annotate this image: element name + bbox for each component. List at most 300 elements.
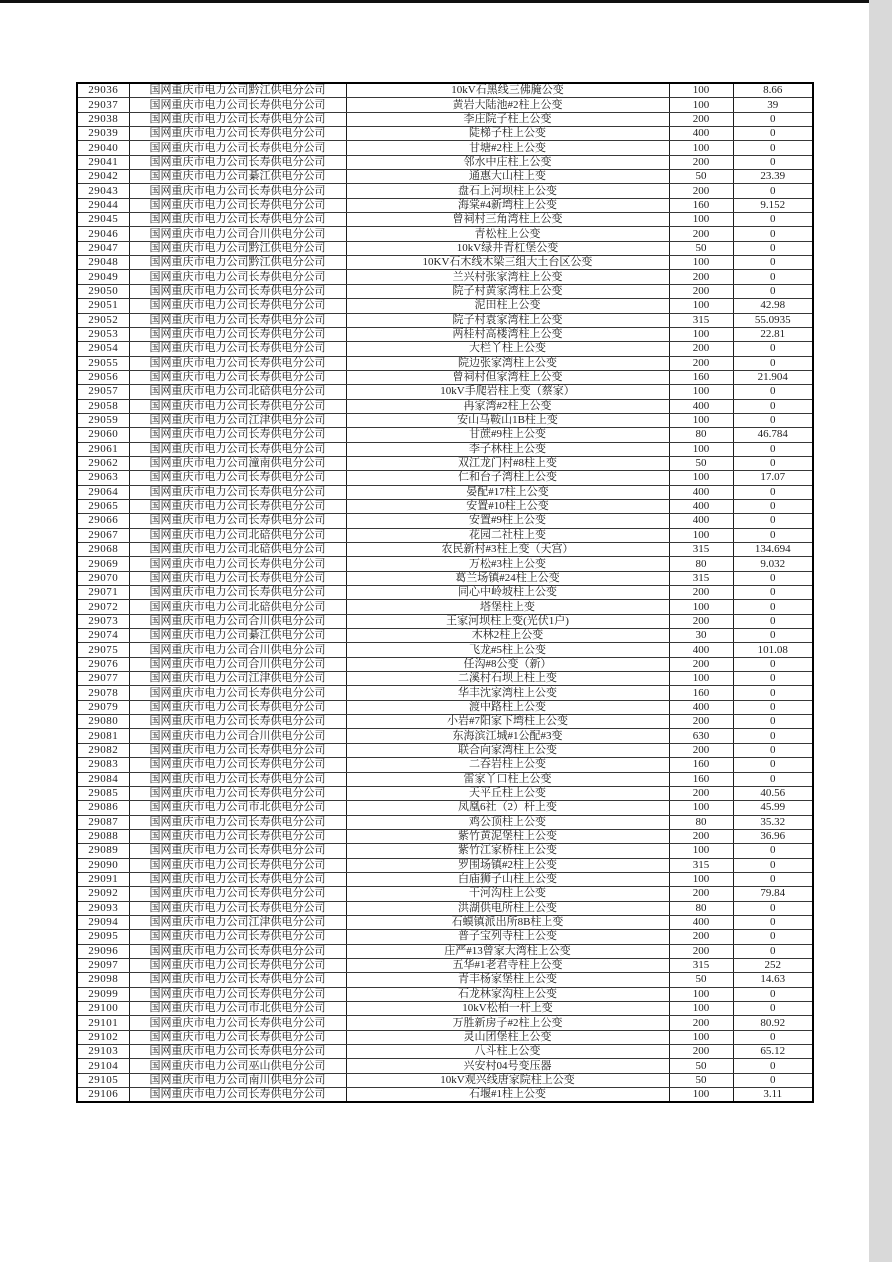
cell-capacity: 630 xyxy=(669,729,733,743)
table-row xyxy=(77,758,813,772)
cell-name: 鸡公顶柱上公变 xyxy=(346,815,669,829)
cell-name: 石蟆镇派出所8B柱上变 xyxy=(346,915,669,929)
cell-value: 42.98 xyxy=(733,299,813,313)
table-row xyxy=(77,700,813,714)
table-row xyxy=(77,600,813,614)
cell-capacity: 160 xyxy=(669,758,733,772)
cell-name: 凤凰6社（2）杆上变 xyxy=(346,801,669,815)
cell-capacity: 315 xyxy=(669,313,733,327)
cell-value: 0 xyxy=(733,256,813,270)
table-row xyxy=(77,485,813,499)
cell-id: 29081 xyxy=(77,729,129,743)
cell-company: 国网重庆市电力公司长寿供电分公司 xyxy=(129,471,346,485)
cell-capacity: 200 xyxy=(669,342,733,356)
transformer-table-body xyxy=(77,83,813,1102)
cell-id: 29058 xyxy=(77,399,129,413)
table-row xyxy=(77,299,813,313)
cell-name: 10kV石黑线三佛腌公变 xyxy=(346,83,669,98)
cell-name: 同心中岭坡柱上公变 xyxy=(346,586,669,600)
table-row xyxy=(77,98,813,112)
cell-capacity: 80 xyxy=(669,557,733,571)
cell-value: 0 xyxy=(733,112,813,126)
table-row xyxy=(77,686,813,700)
cell-value: 46.784 xyxy=(733,428,813,442)
cell-name: 陡梯子柱上公变 xyxy=(346,127,669,141)
cell-id: 29046 xyxy=(77,227,129,241)
cell-capacity: 100 xyxy=(669,213,733,227)
table-row xyxy=(77,915,813,929)
cell-id: 29060 xyxy=(77,428,129,442)
cell-company: 国网重庆市电力公司合川供电分公司 xyxy=(129,227,346,241)
table-row xyxy=(77,715,813,729)
cell-capacity: 200 xyxy=(669,887,733,901)
cell-value: 0 xyxy=(733,514,813,528)
cell-capacity: 200 xyxy=(669,112,733,126)
cell-value: 8.66 xyxy=(733,83,813,98)
cell-id: 29067 xyxy=(77,528,129,542)
cell-value: 0 xyxy=(733,901,813,915)
table-row xyxy=(77,801,813,815)
table-row xyxy=(77,127,813,141)
table-row xyxy=(77,944,813,958)
table-row xyxy=(77,184,813,198)
cell-id: 29037 xyxy=(77,98,129,112)
cell-capacity: 100 xyxy=(669,256,733,270)
cell-company: 国网重庆市电力公司长寿供电分公司 xyxy=(129,313,346,327)
cell-id: 29075 xyxy=(77,643,129,657)
cell-name: 安山马鞍山1B柱上变 xyxy=(346,413,669,427)
cell-value: 0 xyxy=(733,614,813,628)
table-row xyxy=(77,342,813,356)
cell-company: 国网重庆市电力公司长寿供电分公司 xyxy=(129,887,346,901)
cell-capacity: 200 xyxy=(669,184,733,198)
cell-id: 29045 xyxy=(77,213,129,227)
table-row xyxy=(77,887,813,901)
cell-capacity: 315 xyxy=(669,543,733,557)
cell-value: 0 xyxy=(733,672,813,686)
cell-company: 国网重庆市电力公司长寿供电分公司 xyxy=(129,973,346,987)
cell-value: 0 xyxy=(733,657,813,671)
table-row xyxy=(77,284,813,298)
cell-id: 29064 xyxy=(77,485,129,499)
table-row xyxy=(77,586,813,600)
cell-capacity: 400 xyxy=(669,643,733,657)
cell-value: 0 xyxy=(733,528,813,542)
cell-id: 29038 xyxy=(77,112,129,126)
table-row xyxy=(77,83,813,98)
cell-capacity: 400 xyxy=(669,485,733,499)
table-row xyxy=(77,141,813,155)
cell-company: 国网重庆市电力公司长寿供电分公司 xyxy=(129,786,346,800)
cell-value: 0 xyxy=(733,485,813,499)
cell-name: 晏配#17柱上公变 xyxy=(346,485,669,499)
cell-company: 国网重庆市电力公司合川供电分公司 xyxy=(129,614,346,628)
cell-id: 29090 xyxy=(77,858,129,872)
cell-capacity: 200 xyxy=(669,715,733,729)
cell-company: 国网重庆市电力公司长寿供电分公司 xyxy=(129,930,346,944)
cell-value: 79.84 xyxy=(733,887,813,901)
table-row xyxy=(77,1030,813,1044)
cell-company: 国网重庆市电力公司市北供电分公司 xyxy=(129,1002,346,1016)
cell-capacity: 50 xyxy=(669,170,733,184)
cell-value: 0 xyxy=(733,141,813,155)
table-row xyxy=(77,356,813,370)
cell-value: 14.63 xyxy=(733,973,813,987)
cell-capacity: 315 xyxy=(669,958,733,972)
page-right-margin-strip xyxy=(869,0,892,1262)
cell-company: 国网重庆市电力公司长寿供电分公司 xyxy=(129,901,346,915)
table-row xyxy=(77,729,813,743)
cell-value: 21.904 xyxy=(733,370,813,384)
cell-value: 0 xyxy=(733,629,813,643)
cell-capacity: 100 xyxy=(669,413,733,427)
cell-capacity: 160 xyxy=(669,686,733,700)
table-row xyxy=(77,772,813,786)
cell-capacity: 100 xyxy=(669,327,733,341)
cell-value: 0 xyxy=(733,858,813,872)
cell-company: 国网重庆市电力公司长寿供电分公司 xyxy=(129,829,346,843)
cell-capacity: 160 xyxy=(669,198,733,212)
cell-value: 0 xyxy=(733,456,813,470)
cell-id: 29063 xyxy=(77,471,129,485)
cell-company: 国网重庆市电力公司潼南供电分公司 xyxy=(129,456,346,470)
cell-company: 国网重庆市电力公司长寿供电分公司 xyxy=(129,370,346,384)
cell-company: 国网重庆市电力公司长寿供电分公司 xyxy=(129,270,346,284)
cell-company: 国网重庆市电力公司长寿供电分公司 xyxy=(129,428,346,442)
cell-company: 国网重庆市电力公司长寿供电分公司 xyxy=(129,844,346,858)
cell-value: 0 xyxy=(733,758,813,772)
cell-company: 国网重庆市电力公司长寿供电分公司 xyxy=(129,198,346,212)
cell-value: 0 xyxy=(733,686,813,700)
cell-name: 渡中路柱上公变 xyxy=(346,700,669,714)
cell-id: 29076 xyxy=(77,657,129,671)
cell-id: 29088 xyxy=(77,829,129,843)
cell-capacity: 100 xyxy=(669,442,733,456)
cell-value: 0 xyxy=(733,987,813,1001)
table-row xyxy=(77,112,813,126)
cell-value: 0 xyxy=(733,743,813,757)
cell-name: 双江龙门村#8柱上变 xyxy=(346,456,669,470)
table-row xyxy=(77,930,813,944)
cell-value: 0 xyxy=(733,872,813,886)
cell-capacity: 80 xyxy=(669,815,733,829)
cell-name: 罗围场镇#2柱上公变 xyxy=(346,858,669,872)
cell-id: 29051 xyxy=(77,299,129,313)
cell-value: 65.12 xyxy=(733,1045,813,1059)
cell-name: 通惠大山柱上变 xyxy=(346,170,669,184)
cell-id: 29048 xyxy=(77,256,129,270)
cell-id: 29106 xyxy=(77,1088,129,1103)
table-row xyxy=(77,657,813,671)
cell-name: 曾祠村但家湾柱上公变 xyxy=(346,370,669,384)
table-row xyxy=(77,829,813,843)
cell-capacity: 200 xyxy=(669,829,733,843)
table-row xyxy=(77,743,813,757)
cell-id: 29040 xyxy=(77,141,129,155)
cell-capacity: 400 xyxy=(669,514,733,528)
table-row xyxy=(77,413,813,427)
cell-company: 国网重庆市电力公司合川供电分公司 xyxy=(129,657,346,671)
cell-name: 院子村黄家湾柱上公变 xyxy=(346,284,669,298)
table-row xyxy=(77,241,813,255)
cell-company: 国网重庆市电力公司江津供电分公司 xyxy=(129,413,346,427)
cell-name: 青松柱上公变 xyxy=(346,227,669,241)
cell-name: 普子宝列寺柱上公变 xyxy=(346,930,669,944)
cell-name: 李庄院子柱上公变 xyxy=(346,112,669,126)
cell-company: 国网重庆市电力公司合川供电分公司 xyxy=(129,643,346,657)
cell-value: 0 xyxy=(733,844,813,858)
cell-id: 29071 xyxy=(77,586,129,600)
cell-company: 国网重庆市电力公司长寿供电分公司 xyxy=(129,399,346,413)
cell-value: 0 xyxy=(733,127,813,141)
cell-company: 国网重庆市电力公司巫山供电分公司 xyxy=(129,1059,346,1073)
cell-id: 29066 xyxy=(77,514,129,528)
cell-name: 任沟#8公变（新） xyxy=(346,657,669,671)
cell-id: 29094 xyxy=(77,915,129,929)
cell-id: 29065 xyxy=(77,499,129,513)
cell-id: 29097 xyxy=(77,958,129,972)
table-row xyxy=(77,370,813,384)
cell-value: 0 xyxy=(733,944,813,958)
cell-value: 0 xyxy=(733,284,813,298)
cell-name: 安置#9柱上公变 xyxy=(346,514,669,528)
cell-value: 0 xyxy=(733,413,813,427)
cell-capacity: 100 xyxy=(669,141,733,155)
cell-capacity: 100 xyxy=(669,299,733,313)
cell-id: 29042 xyxy=(77,170,129,184)
cell-name: 10kV松柏一杆上变 xyxy=(346,1002,669,1016)
cell-company: 国网重庆市电力公司长寿供电分公司 xyxy=(129,571,346,585)
cell-company: 国网重庆市电力公司长寿供电分公司 xyxy=(129,1030,346,1044)
document-page xyxy=(76,82,814,1103)
cell-value: 0 xyxy=(733,342,813,356)
table-row xyxy=(77,471,813,485)
cell-name: 华丰沈家湾柱上公变 xyxy=(346,686,669,700)
cell-name: 二溪村石坝上柱上变 xyxy=(346,672,669,686)
cell-id: 29082 xyxy=(77,743,129,757)
cell-value: 0 xyxy=(733,1073,813,1087)
cell-capacity: 100 xyxy=(669,1088,733,1103)
cell-id: 29050 xyxy=(77,284,129,298)
cell-id: 29093 xyxy=(77,901,129,915)
cell-value: 101.08 xyxy=(733,643,813,657)
cell-value: 0 xyxy=(733,213,813,227)
table-row xyxy=(77,786,813,800)
cell-value: 45.99 xyxy=(733,801,813,815)
cell-name: 万松#3柱上公变 xyxy=(346,557,669,571)
cell-value: 0 xyxy=(733,499,813,513)
page-top-border xyxy=(0,0,869,3)
cell-company: 国网重庆市电力公司长寿供电分公司 xyxy=(129,557,346,571)
cell-company: 国网重庆市电力公司长寿供电分公司 xyxy=(129,944,346,958)
cell-capacity: 200 xyxy=(669,586,733,600)
cell-value: 0 xyxy=(733,155,813,169)
cell-capacity: 400 xyxy=(669,700,733,714)
cell-id: 29079 xyxy=(77,700,129,714)
cell-id: 29095 xyxy=(77,930,129,944)
cell-company: 国网重庆市电力公司黔江供电分公司 xyxy=(129,241,346,255)
cell-name: 两桂村高楼湾柱上公变 xyxy=(346,327,669,341)
cell-id: 29056 xyxy=(77,370,129,384)
cell-id: 29043 xyxy=(77,184,129,198)
cell-company: 国网重庆市电力公司长寿供电分公司 xyxy=(129,342,346,356)
cell-company: 国网重庆市电力公司长寿供电分公司 xyxy=(129,213,346,227)
cell-company: 国网重庆市电力公司长寿供电分公司 xyxy=(129,284,346,298)
cell-name: 曾祠村三角湾柱上公变 xyxy=(346,213,669,227)
cell-capacity: 200 xyxy=(669,227,733,241)
cell-name: 10KV石木线木梁三组大土台区公变 xyxy=(346,256,669,270)
cell-name: 院边张家湾柱上公变 xyxy=(346,356,669,370)
cell-capacity: 200 xyxy=(669,356,733,370)
cell-company: 国网重庆市电力公司长寿供电分公司 xyxy=(129,815,346,829)
cell-id: 29087 xyxy=(77,815,129,829)
cell-capacity: 200 xyxy=(669,930,733,944)
cell-id: 29047 xyxy=(77,241,129,255)
table-row xyxy=(77,1088,813,1103)
cell-company: 国网重庆市电力公司北碚供电分公司 xyxy=(129,385,346,399)
cell-id: 29100 xyxy=(77,1002,129,1016)
table-row xyxy=(77,901,813,915)
table-row xyxy=(77,629,813,643)
cell-value: 252 xyxy=(733,958,813,972)
cell-value: 9.152 xyxy=(733,198,813,212)
cell-company: 国网重庆市电力公司长寿供电分公司 xyxy=(129,514,346,528)
cell-capacity: 400 xyxy=(669,499,733,513)
cell-value: 0 xyxy=(733,715,813,729)
cell-name: 雷家丫口柱上公变 xyxy=(346,772,669,786)
cell-name: 八斗柱上公变 xyxy=(346,1045,669,1059)
cell-value: 9.032 xyxy=(733,557,813,571)
cell-company: 国网重庆市电力公司合川供电分公司 xyxy=(129,729,346,743)
cell-company: 国网重庆市电力公司长寿供电分公司 xyxy=(129,485,346,499)
cell-value: 0 xyxy=(733,729,813,743)
cell-id: 29074 xyxy=(77,629,129,643)
cell-name: 邻水中庄柱上公变 xyxy=(346,155,669,169)
table-row xyxy=(77,987,813,1001)
cell-value: 0 xyxy=(733,1059,813,1073)
cell-name: 10kV绿井青杠堡公变 xyxy=(346,241,669,255)
cell-id: 29105 xyxy=(77,1073,129,1087)
cell-name: 万胜新房子#2柱上公变 xyxy=(346,1016,669,1030)
table-row xyxy=(77,571,813,585)
table-row xyxy=(77,958,813,972)
cell-id: 29054 xyxy=(77,342,129,356)
cell-company: 国网重庆市电力公司长寿供电分公司 xyxy=(129,184,346,198)
cell-company: 国网重庆市电力公司长寿供电分公司 xyxy=(129,686,346,700)
cell-id: 29091 xyxy=(77,872,129,886)
cell-name: 石龙林家沟柱上公变 xyxy=(346,987,669,1001)
table-row xyxy=(77,514,813,528)
cell-id: 29103 xyxy=(77,1045,129,1059)
table-row xyxy=(77,270,813,284)
cell-capacity: 100 xyxy=(669,987,733,1001)
cell-value: 0 xyxy=(733,700,813,714)
cell-id: 29086 xyxy=(77,801,129,815)
cell-company: 国网重庆市电力公司綦江供电分公司 xyxy=(129,170,346,184)
cell-id: 29041 xyxy=(77,155,129,169)
cell-capacity: 100 xyxy=(669,672,733,686)
cell-name: 紫竹江家桥柱上公变 xyxy=(346,844,669,858)
cell-name: 联合向家湾柱上公变 xyxy=(346,743,669,757)
table-row xyxy=(77,858,813,872)
table-row xyxy=(77,227,813,241)
cell-value: 0 xyxy=(733,184,813,198)
cell-capacity: 100 xyxy=(669,801,733,815)
table-row xyxy=(77,499,813,513)
table-row xyxy=(77,198,813,212)
table-row xyxy=(77,155,813,169)
cell-name: 仁和台子湾柱上公变 xyxy=(346,471,669,485)
cell-company: 国网重庆市电力公司长寿供电分公司 xyxy=(129,772,346,786)
cell-id: 29068 xyxy=(77,543,129,557)
table-row xyxy=(77,614,813,628)
table-row xyxy=(77,327,813,341)
table-row xyxy=(77,1073,813,1087)
cell-id: 29062 xyxy=(77,456,129,470)
cell-capacity: 200 xyxy=(669,270,733,284)
cell-id: 29049 xyxy=(77,270,129,284)
cell-id: 29044 xyxy=(77,198,129,212)
cell-company: 国网重庆市电力公司市北供电分公司 xyxy=(129,801,346,815)
cell-value: 0 xyxy=(733,227,813,241)
cell-name: 兰兴村张家湾柱上公变 xyxy=(346,270,669,284)
cell-id: 29039 xyxy=(77,127,129,141)
table-row xyxy=(77,428,813,442)
table-row xyxy=(77,872,813,886)
cell-capacity: 100 xyxy=(669,872,733,886)
cell-capacity: 200 xyxy=(669,1016,733,1030)
table-row xyxy=(77,543,813,557)
cell-capacity: 200 xyxy=(669,743,733,757)
cell-capacity: 200 xyxy=(669,944,733,958)
cell-name: 泥田柱上公变 xyxy=(346,299,669,313)
cell-name: 五华#1老君寺柱上公变 xyxy=(346,958,669,972)
cell-company: 国网重庆市电力公司长寿供电分公司 xyxy=(129,758,346,772)
cell-capacity: 315 xyxy=(669,571,733,585)
cell-value: 0 xyxy=(733,270,813,284)
table-row xyxy=(77,213,813,227)
cell-name: 灵山团堡柱上公变 xyxy=(346,1030,669,1044)
cell-company: 国网重庆市电力公司长寿供电分公司 xyxy=(129,586,346,600)
table-row xyxy=(77,399,813,413)
cell-capacity: 100 xyxy=(669,600,733,614)
table-row xyxy=(77,844,813,858)
cell-name: 海棠#4新塆柱上公变 xyxy=(346,198,669,212)
cell-id: 29083 xyxy=(77,758,129,772)
cell-name: 青丰杨家堡柱上公变 xyxy=(346,973,669,987)
cell-name: 盘石上河坝柱上公变 xyxy=(346,184,669,198)
cell-capacity: 200 xyxy=(669,1045,733,1059)
cell-value: 80.92 xyxy=(733,1016,813,1030)
cell-value: 36.96 xyxy=(733,829,813,843)
cell-capacity: 400 xyxy=(669,399,733,413)
cell-value: 3.11 xyxy=(733,1088,813,1103)
cell-company: 国网重庆市电力公司江津供电分公司 xyxy=(129,672,346,686)
cell-id: 29096 xyxy=(77,944,129,958)
cell-capacity: 100 xyxy=(669,98,733,112)
cell-name: 农民新村#3柱上变（天宫） xyxy=(346,543,669,557)
cell-name: 庄严#13曾家大湾柱上公变 xyxy=(346,944,669,958)
cell-id: 29055 xyxy=(77,356,129,370)
cell-name: 紫竹黄泥堡柱上公变 xyxy=(346,829,669,843)
cell-id: 29073 xyxy=(77,614,129,628)
cell-id: 29036 xyxy=(77,83,129,98)
table-row xyxy=(77,442,813,456)
cell-capacity: 400 xyxy=(669,127,733,141)
cell-value: 55.0935 xyxy=(733,313,813,327)
cell-name: 10kV手爬岩柱上变（蔡家） xyxy=(346,385,669,399)
cell-id: 29098 xyxy=(77,973,129,987)
